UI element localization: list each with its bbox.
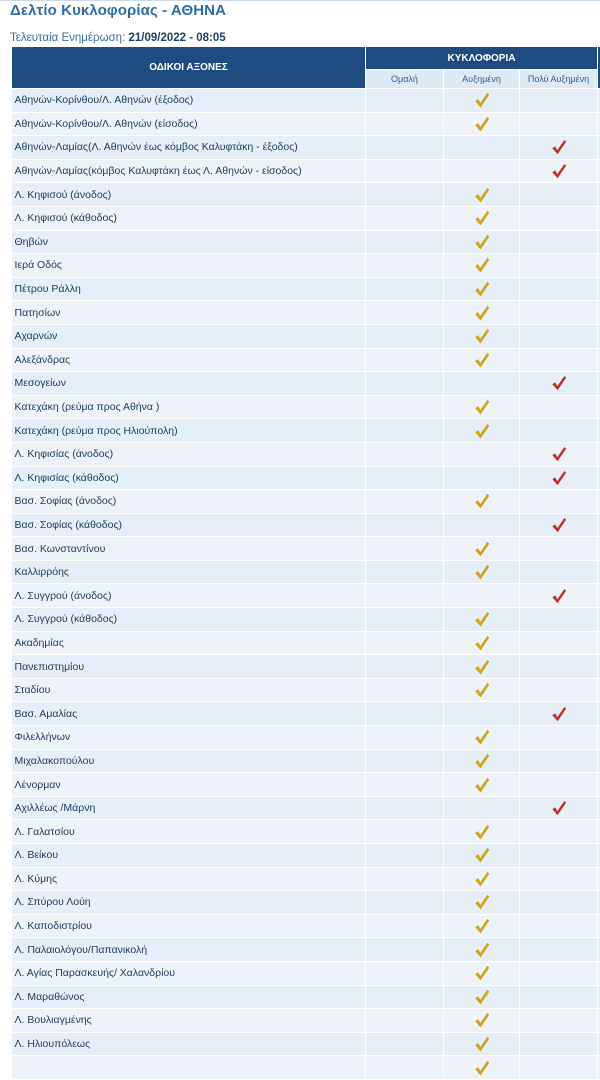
level-cell: [444, 206, 520, 230]
level-cell: [444, 914, 520, 938]
road-name: Αχιλλέως /Μάρνη: [12, 796, 366, 820]
level-cell: [444, 702, 520, 726]
last-update: [10, 32, 226, 44]
road-name: Πέτρου Ράλλη: [12, 277, 366, 301]
road-name: Βασ. Κωνσταντίνου: [12, 537, 366, 561]
level-cell: [444, 230, 520, 254]
table-row: [12, 537, 600, 561]
level-cell: [444, 537, 520, 561]
level-cell: [366, 749, 444, 773]
level-cell: [444, 301, 520, 325]
level-cell: [366, 726, 444, 750]
level-cell: [444, 796, 520, 820]
road-name: Λ. Καποδιστρίου: [12, 914, 366, 938]
yellow-check-icon: [474, 399, 490, 415]
level-cell: [366, 230, 444, 254]
table-row: [12, 466, 600, 490]
road-name: Αθηνών-Λαμίας(Λ. Αθηνών έως κόμβος Καλυφτάκη - έξοδος): [12, 136, 366, 160]
level-cell: [520, 560, 598, 584]
road-name: Αθηνών-Κορίνθου/Λ. Αθηνών (έξοδος): [12, 89, 366, 113]
road-name: Λ. Κηφισού (κάθοδος): [12, 206, 366, 230]
level-cell: [520, 183, 598, 207]
yellow-check-icon: [474, 352, 490, 368]
level-cell: [444, 348, 520, 372]
yellow-check-icon: [474, 871, 490, 887]
level-cell: [520, 844, 598, 868]
table-row: [12, 206, 600, 230]
level-cell: [366, 773, 444, 797]
table-row: [12, 631, 600, 655]
level-cell: [366, 301, 444, 325]
table-row: [12, 726, 600, 750]
level-cell: [444, 324, 520, 348]
yellow-check-icon: [474, 564, 490, 580]
road-name: Μιχαλακοπούλου: [12, 749, 366, 773]
level-cell: [366, 796, 444, 820]
yellow-check-icon: [474, 989, 490, 1005]
road-name: Ακαδημίας: [12, 631, 366, 655]
yellow-check-icon: [474, 753, 490, 769]
table-row: [12, 678, 600, 702]
level-cell: [366, 466, 444, 490]
level-cell: [444, 560, 520, 584]
level-cell: [366, 631, 444, 655]
yellow-check-icon: [474, 965, 490, 981]
traffic-table: [11, 46, 600, 1080]
level-cell: [520, 655, 598, 679]
level-cell: [366, 348, 444, 372]
level-cell: [444, 419, 520, 443]
level-cell: [366, 324, 444, 348]
road-name: Λ. Ηλιουπόλεως: [12, 1032, 366, 1056]
last-update-label: Τελευταία Ενημέρωση:: [10, 32, 125, 44]
road-name: Λ. Μαραθώνος: [12, 985, 366, 1009]
level-cell: [444, 891, 520, 915]
yellow-check-icon: [474, 423, 490, 439]
level-cell: [444, 608, 520, 632]
level-cell: [520, 112, 598, 136]
level-cell: [444, 159, 520, 183]
level-cell: [444, 749, 520, 773]
level-cell: [520, 891, 598, 915]
table-row: [12, 395, 600, 419]
level-cell: [366, 89, 444, 113]
level-cell: [366, 112, 444, 136]
road-name: Θηβών: [12, 230, 366, 254]
yellow-check-icon: [474, 942, 490, 958]
level-cell: [366, 254, 444, 278]
table-row: [12, 230, 600, 254]
road-name: Κατεχάκη (ρεύμα προς Αθήνα ): [12, 395, 366, 419]
yellow-check-icon: [474, 493, 490, 509]
yellow-check-icon: [474, 1036, 490, 1052]
road-name: Καλλιρρόης: [12, 560, 366, 584]
table-row: [12, 89, 600, 113]
last-update-value: 21/09/2022 - 08:05: [128, 32, 225, 44]
table-row: [12, 844, 600, 868]
level-cell: [444, 513, 520, 537]
red-check-icon: [551, 588, 567, 604]
level-cell: [444, 678, 520, 702]
yellow-check-icon: [474, 281, 490, 297]
level-cell: [520, 961, 598, 985]
level-cell: [444, 183, 520, 207]
level-cell: [520, 466, 598, 490]
level-cell: [444, 773, 520, 797]
yellow-check-icon: [474, 682, 490, 698]
road-name: Αθηνών-Λαμίας(κόμβος Καλυφτάκη έως Λ. Αθηνών - είσοδος): [12, 159, 366, 183]
table-row: [12, 1009, 600, 1033]
road-name: [12, 1056, 366, 1080]
red-check-icon: [551, 800, 567, 816]
table-row: [12, 820, 600, 844]
level-cell: [444, 395, 520, 419]
level-cell: [444, 584, 520, 608]
level-cell: [520, 796, 598, 820]
table-row: [12, 773, 600, 797]
red-check-icon: [551, 446, 567, 462]
level-cell: [366, 513, 444, 537]
yellow-check-icon: [474, 659, 490, 675]
level-cell: [366, 442, 444, 466]
level-cell: [520, 206, 598, 230]
yellow-check-icon: [474, 1060, 490, 1076]
road-name: Αθηνών-Κορίνθου/Λ. Αθηνών (είσοδος): [12, 112, 366, 136]
table-row: [12, 254, 600, 278]
level-cell: [520, 749, 598, 773]
road-name: Λ. Βείκου: [12, 844, 366, 868]
level-cell: [520, 726, 598, 750]
yellow-check-icon: [474, 729, 490, 745]
table-row: [12, 419, 600, 443]
level-cell: [444, 372, 520, 396]
road-name: Λ. Κύμης: [12, 867, 366, 891]
level-cell: [366, 820, 444, 844]
table-row: [12, 891, 600, 915]
yellow-check-icon: [474, 635, 490, 651]
level-cell: [444, 490, 520, 514]
level-cell: [366, 914, 444, 938]
road-name: Λ. Παλαιολόγου/Παπανικολή: [12, 938, 366, 962]
level-cell: [366, 608, 444, 632]
yellow-check-icon: [474, 116, 490, 132]
level-cell: [520, 442, 598, 466]
level-cell: [366, 372, 444, 396]
table-row: [12, 136, 600, 160]
level-cell: [520, 914, 598, 938]
road-name: Μεσογείων: [12, 372, 366, 396]
level-cell: [444, 254, 520, 278]
table-row: [12, 490, 600, 514]
level-cell: [520, 301, 598, 325]
road-name: Λ. Γαλατσίου: [12, 820, 366, 844]
level-cell: [366, 844, 444, 868]
road-name: Λ. Κηφισού (άνοδος): [12, 183, 366, 207]
level-cell: [520, 537, 598, 561]
table-row: [12, 985, 600, 1009]
road-name: Ιερά Οδός: [12, 254, 366, 278]
yellow-check-icon: [474, 824, 490, 840]
level-cell: [444, 985, 520, 1009]
level-normal-header: Ομαλή: [366, 70, 444, 89]
road-name: Πανεπιστημίου: [12, 655, 366, 679]
level-cell: [520, 89, 598, 113]
level-cell: [520, 513, 598, 537]
road-name: Λ. Σπύρου Λούη: [12, 891, 366, 915]
table-row: [12, 961, 600, 985]
yellow-check-icon: [474, 234, 490, 250]
level-cell: [520, 419, 598, 443]
table-row: [12, 749, 600, 773]
level-cell: [444, 89, 520, 113]
level-cell: [444, 112, 520, 136]
red-check-icon: [551, 470, 567, 486]
table-row: [12, 348, 600, 372]
level-cell: [366, 938, 444, 962]
level-cell: [366, 490, 444, 514]
level-cell: [444, 961, 520, 985]
road-name: Σταδίου: [12, 678, 366, 702]
red-check-icon: [551, 375, 567, 391]
level-cell: [520, 490, 598, 514]
table-row: [12, 938, 600, 962]
level-cell: [444, 277, 520, 301]
level-cell: [366, 1009, 444, 1033]
level-cell: [444, 820, 520, 844]
level-increased-header: Αυξημένη: [444, 70, 520, 89]
level-cell: [520, 136, 598, 160]
level-cell: [520, 395, 598, 419]
table-row: [12, 1032, 600, 1056]
level-cell: [366, 206, 444, 230]
red-check-icon: [551, 163, 567, 179]
level-cell: [520, 1032, 598, 1056]
level-cell: [444, 726, 520, 750]
page-title: Δελτίο Κυκλοφορίας - ΑΘΗΝΑ: [10, 2, 226, 19]
road-name: Λ. Βουλιαγμένης: [12, 1009, 366, 1033]
level-cell: [444, 1009, 520, 1033]
road-name: Βασ. Αμαλίας: [12, 702, 366, 726]
red-check-icon: [551, 139, 567, 155]
table-row: [12, 608, 600, 632]
level-cell: [444, 867, 520, 891]
level-cell: [366, 655, 444, 679]
table-row: [12, 914, 600, 938]
level-cell: [444, 1032, 520, 1056]
yellow-check-icon: [474, 257, 490, 273]
level-cell: [366, 1056, 444, 1080]
level-cell: [366, 136, 444, 160]
level-cell: [366, 1032, 444, 1056]
level-cell: [520, 702, 598, 726]
level-cell: [366, 961, 444, 985]
table-row: [12, 183, 600, 207]
top-rule: [0, 0, 600, 1]
level-cell: [520, 938, 598, 962]
level-cell: [520, 608, 598, 632]
road-name: Πατησίων: [12, 301, 366, 325]
level-cell: [520, 1009, 598, 1033]
table-row: [12, 867, 600, 891]
level-cell: [520, 867, 598, 891]
road-name: Λ. Συγγρού (άνοδος): [12, 584, 366, 608]
level-cell: [520, 159, 598, 183]
table-row: [12, 702, 600, 726]
road-name: Λ. Συγγρού (κάθοδος): [12, 608, 366, 632]
yellow-check-icon: [474, 918, 490, 934]
level-cell: [366, 419, 444, 443]
yellow-check-icon: [474, 328, 490, 344]
level-cell: [520, 348, 598, 372]
level-cell: [366, 867, 444, 891]
road-name: Λ. Κηφισίας (άνοδος): [12, 442, 366, 466]
table-row: [12, 1056, 600, 1080]
yellow-check-icon: [474, 541, 490, 557]
level-cell: [520, 773, 598, 797]
level-very-increased-header: Πολύ Αυξημένη: [520, 70, 598, 89]
level-cell: [444, 844, 520, 868]
level-cell: [366, 537, 444, 561]
road-name: Βασ. Σοφίας (κάθοδος): [12, 513, 366, 537]
level-cell: [520, 985, 598, 1009]
level-cell: [444, 442, 520, 466]
yellow-check-icon: [474, 777, 490, 793]
level-cell: [520, 254, 598, 278]
level-cell: [366, 584, 444, 608]
level-cell: [520, 372, 598, 396]
road-name: Αλεξάνδρας: [12, 348, 366, 372]
level-cell: [520, 678, 598, 702]
table-row: [12, 560, 600, 584]
level-cell: [366, 985, 444, 1009]
level-cell: [366, 702, 444, 726]
level-cell: [444, 631, 520, 655]
road-name: Λ. Κηφισίας (κάθοδος): [12, 466, 366, 490]
road-name: Αχαρνών: [12, 324, 366, 348]
road-axes-header: ΟΔΙΚΟΙ ΑΞΟΝΕΣ: [12, 47, 366, 89]
level-cell: [520, 277, 598, 301]
yellow-check-icon: [474, 1012, 490, 1028]
red-check-icon: [551, 517, 567, 533]
traffic-rows: [12, 89, 600, 1080]
table-row: [12, 655, 600, 679]
level-cell: [366, 891, 444, 915]
table-row: [12, 584, 600, 608]
level-cell: [520, 584, 598, 608]
yellow-check-icon: [474, 611, 490, 627]
traffic-header: ΚΥΚΛΟΦΟΡΙΑ: [366, 47, 598, 70]
level-cell: [520, 1056, 598, 1080]
level-cell: [444, 655, 520, 679]
level-cell: [520, 631, 598, 655]
level-cell: [366, 560, 444, 584]
road-name: Κατεχάκη (ρεύμα προς Ηλιούπολη): [12, 419, 366, 443]
yellow-check-icon: [474, 187, 490, 203]
yellow-check-icon: [474, 894, 490, 910]
level-cell: [366, 159, 444, 183]
table-row: [12, 112, 600, 136]
yellow-check-icon: [474, 210, 490, 226]
table-row: [12, 301, 600, 325]
level-cell: [366, 395, 444, 419]
yellow-check-icon: [474, 847, 490, 863]
table-row: [12, 277, 600, 301]
level-cell: [444, 938, 520, 962]
table-row: [12, 159, 600, 183]
road-name: Λένορμαν: [12, 773, 366, 797]
table-row: [12, 324, 600, 348]
level-cell: [520, 820, 598, 844]
level-cell: [444, 1056, 520, 1080]
level-cell: [366, 277, 444, 301]
table-row: [12, 796, 600, 820]
yellow-check-icon: [474, 305, 490, 321]
table-row: [12, 442, 600, 466]
level-cell: [366, 183, 444, 207]
level-cell: [444, 136, 520, 160]
table-row: [12, 372, 600, 396]
road-name: Φιλελλήνων: [12, 726, 366, 750]
road-name: Λ. Αγίας Παρασκευής/ Χαλανδρίου: [12, 961, 366, 985]
level-cell: [520, 324, 598, 348]
road-name: Βασ. Σοφίας (άνοδος): [12, 490, 366, 514]
level-cell: [444, 466, 520, 490]
yellow-check-icon: [474, 92, 490, 108]
table-row: [12, 513, 600, 537]
level-cell: [366, 678, 444, 702]
level-cell: [520, 230, 598, 254]
red-check-icon: [551, 706, 567, 722]
